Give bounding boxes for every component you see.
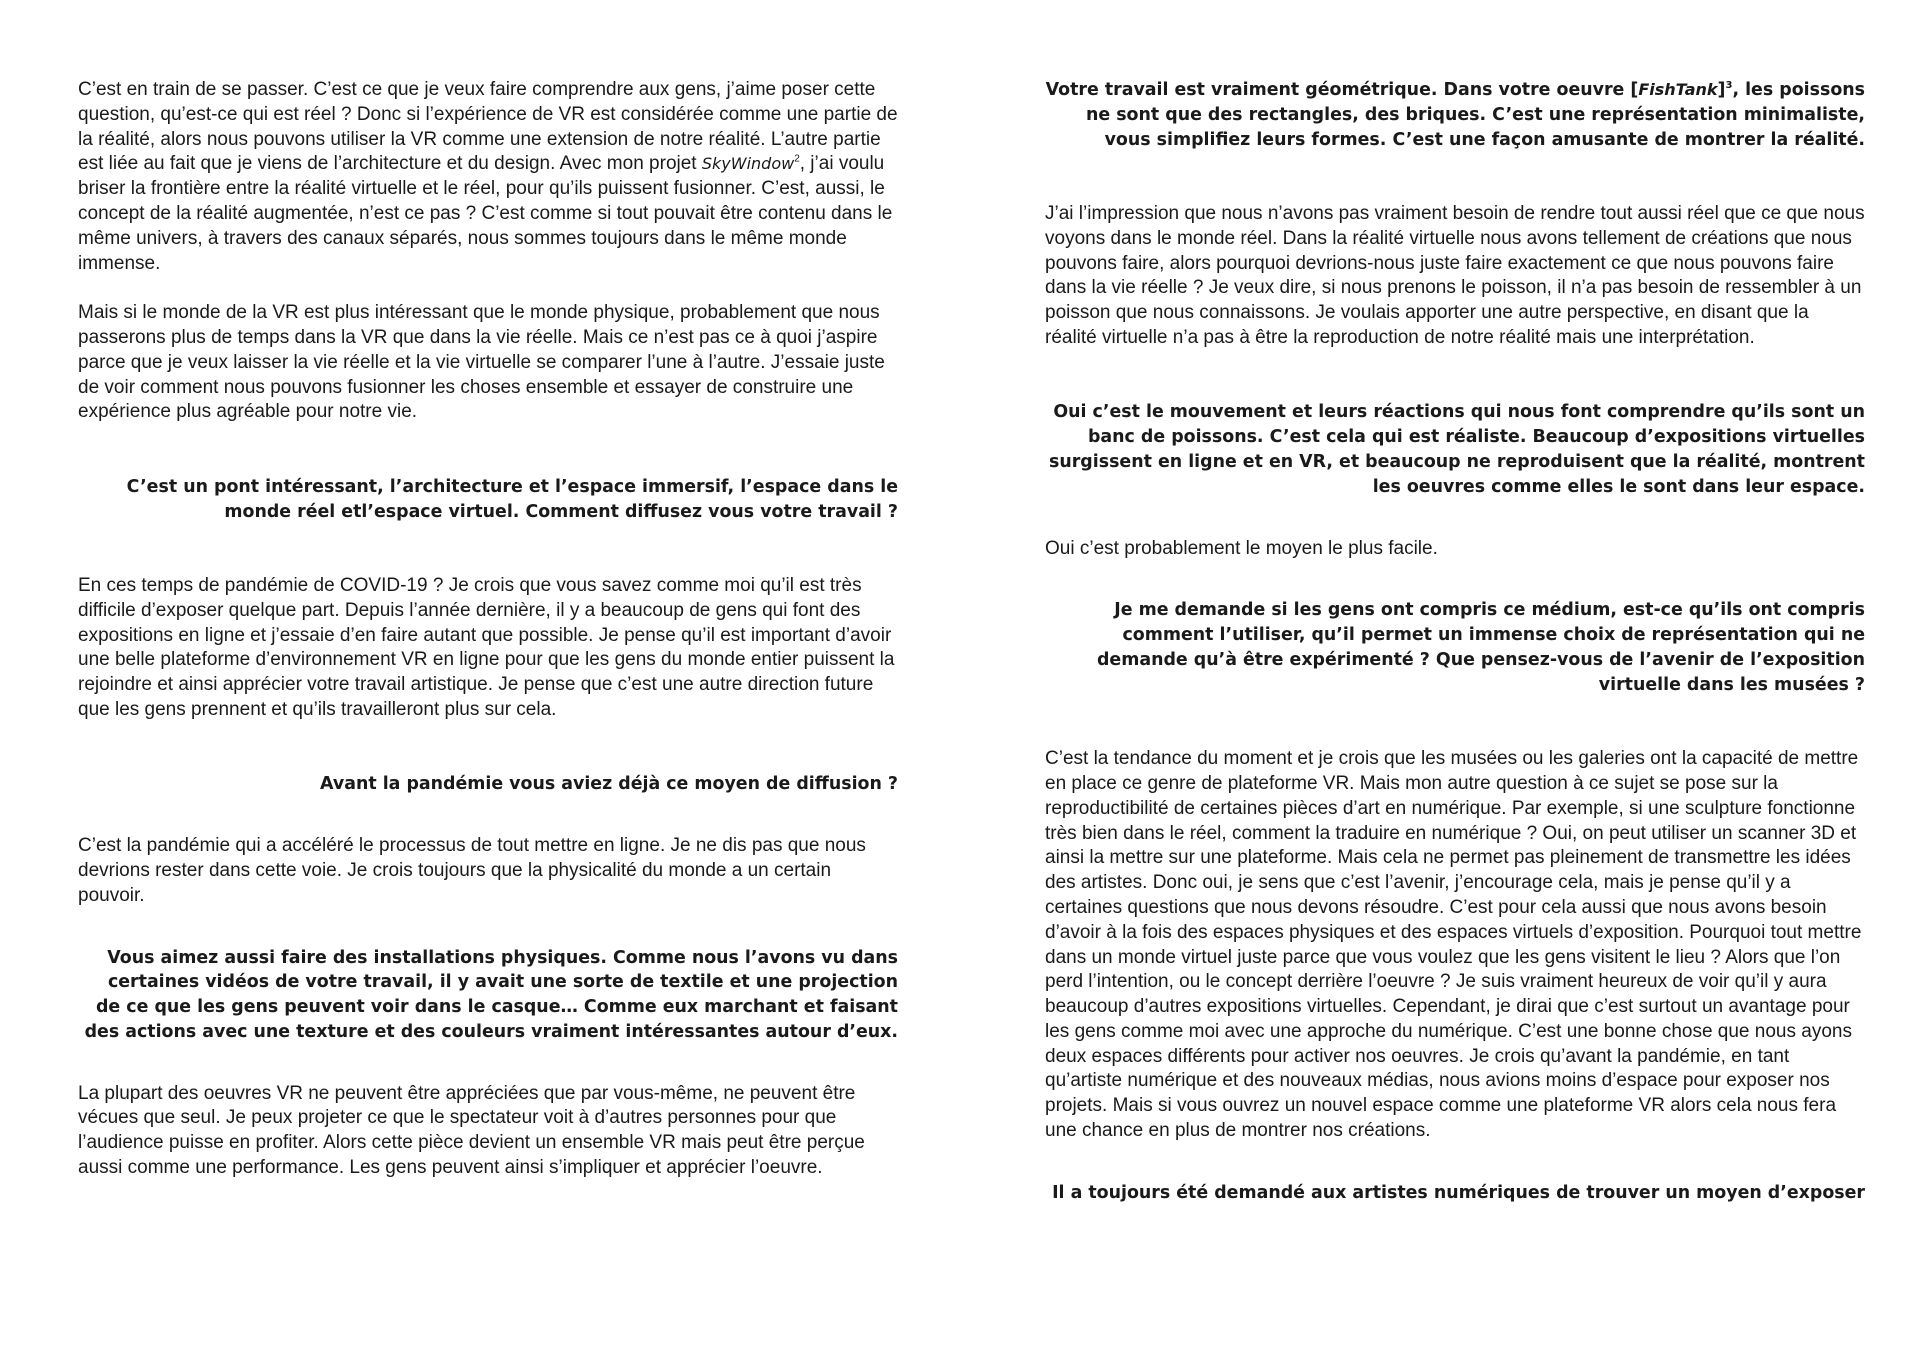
answer-paragraph: J’ai l’impression que nous n’avons pas vraiment besoin de rendre tout aussi réel que ce que nous voyons dans le monde réel. Dans la réalité virtuelle nous avons tellement de créations que nous pouvons faire, alors pourquoi devrions-nous juste faire exactement ce que nous pouvons faire dans la vie réelle ? Je veux dire, si nous prenons le poisson, il n’a pas besoin de ressembler à un poisson que nous connaissons. Je voulais apporter une autre perspective, en disant que la réalité virtuelle n’a pas à être la reproduction de notre réalité mais une interprétation. [1045, 202, 1865, 348]
question-paragraph [1045, 78, 1865, 152]
answer-paragraph: Oui c’est probablement le moyen le plus facile. [1045, 537, 1438, 559]
answer-paragraph: En ces temps de pandémie de COVID-19 ? Je crois que vous savez comme moi qu’il est très difficile d’exposer quelque part. Depuis l’année dernière, il y a beaucoup de gens qui font des expositions en ligne et j’essaie d’en faire autant que possible. Je pense qu’il est important d’avoir une belle plateforme d’environnement VR en ligne pour que les gens du monde entier puissent la rejoindre et ainsi apprécier votre travail artistique. Je pense que c’est une autre direction future que les gens prennent et qu’ils travailleront plus sur cela. [78, 574, 895, 720]
artwork-title: SkyWindow [701, 154, 795, 174]
question-text: , les poissons ne sont que des rectangles, des briques. C’est une représentation minimaliste, vous simplifiez leurs formes. C’est une façon amusante de montrer la réalité. [1085, 80, 1865, 150]
answer-text: C’est en train de se passer. C’est ce que je veux faire comprendre aux gens, j’aime poser cette question, qu’est-ce qui est réel ? Donc si l’expérience de VR est considérée comme une partie de la réalité, alors nous pouvons utiliser la VR comme une extension de notre réalité. L’autre partie est liée au fait que je viens de l’architecture et du design. Avec mon projet [78, 79, 898, 175]
question-paragraph: Oui c’est le mouvement et leurs réactions qui nous font comprendre qu’ils sont un banc de poissons. C’est cela qui est réaliste. Beaucoup d’expositions virtuelles surgissent en ligne et en VR, et beaucoup ne reproduisent que la réalité, montrent les oeuvres comme elles le sont dans leur espace. [1049, 402, 1865, 497]
question-paragraph: Je me demande si les gens ont compris ce médium, est-ce qu’ils ont compris comment l’utiliser, qu’il permet un immense choix de représentation qui ne demande qu’à être expérimenté ? Que pensez-vous de l’avenir de l’exposition virtuelle dans les musées ? [1096, 600, 1865, 695]
question-paragraph: Il a toujours été demandé aux artistes numériques de trouver un moyen d’exposer [1052, 1182, 1865, 1203]
answer-paragraph: C’est la tendance du moment et je crois que les musées ou les galeries ont la capacité de mettre en place ce genre de plateforme VR. Mais mon autre question à ce sujet se pose sur la reproductibilité de certaines pièces d’art en numérique. Par exemple, si une sculpture fonctionne très bien dans le réel, comment la traduire en numérique ? Oui, on peut utiliser un scanner 3D et ainsi la mettre sur une plateforme. Mais cela ne permet pas pleinement de transmettre les idées des artistes. Donc oui, je sens que c’est l’avenir, j’encourage cela, mais je pense qu’il y a certaines questions que nous devons résoudre. C’est pour cela aussi que nous avons besoin d’avoir à la fois des espaces physiques et des espaces virtuels d’exposition. Pourquoi tout mettre dans un monde virtuel juste parce que vous voulez que les gens visitent le lieu ? Alors que l’on perd l’intention, ou le concept derrière l’oeuvre ? Je suis vraiment heureux de voir qu’il y aura beaucoup d’autres expositions virtuelles. Cependant, je dirai que c’est surtout un avantage pour les gens comme moi avec une approche du numérique. C’est une bonne chose que nous ayons deux espaces différents pour activer nos oeuvres. Je crois qu’avant la pandémie, en tant qu’artiste numérique et des nouveaux médias, nous avions moins d’espace pour exposer nos projets. Mais si vous ouvrez un nouvel espace comme une plateforme VR alors cela nous fera une chance en plus de montrer nos créations. [1045, 748, 1862, 1142]
artwork-title: FishTank [1638, 80, 1718, 99]
answer-paragraph: C’est la pandémie qui a accéléré le processus de tout mettre en ligne. Je ne dis pas que nous devrions rester dans cette voie. Je crois toujours que la physicalité du monde a un certain pouvoir. [78, 835, 866, 906]
question-paragraph: Vous aimez aussi faire des installations physiques. Comme nous l’avons vu dans certaines vidéos de votre travail, il y avait une sorte de textile et une projection de ce que les gens peuvent voir dans le casque… Comme eux marchant et faisant des actions avec une texture et des couleurs vraiment intéressantes autour d’eux. [84, 947, 898, 1042]
right-page [1045, 78, 1865, 1206]
answer-paragraph [78, 78, 898, 276]
answer-paragraph: La plupart des oeuvres VR ne peuvent être appréciées que par vous-même, ne peuvent être vécues que seul. Je peux projeter ce que le spectateur voit à d’autres personnes pour que l’audience puisse en profiter. Alors cette pièce devient un ensemble VR mais peut être perçue aussi comme une performance. Les gens peuvent ainsi s’impliquer et apprécier l’oeuvre. [78, 1082, 865, 1179]
answer-paragraph: Mais si le monde de la VR est plus intéressant que le monde physique, probablement que nous passerons plus de temps dans la VR que dans la vie réelle. Mais ce n’est pas ce à quoi j’aspire parce que je veux laisser la vie réelle et la vie virtuelle se comparer l’une à l’autre. J’essaie juste de voir comment nous pouvons fusionner les choses ensemble et essayer de construire une expérience plus agréable pour notre vie. [78, 302, 885, 423]
question-paragraph: Avant la pandémie vous aviez déjà ce moyen de diffusion ? [320, 774, 898, 795]
answer-text: , j’ai voulu briser la frontière entre la réalité virtuelle et le réel, pour qu’ils puissent fusionner. C’est, aussi, le concept de la réalité augmentée, n’est ce pas ? C’est comme si tout pouvait être contenu dans le même univers, à travers des canaux séparés, nous sommes toujours dans le même monde immense. [78, 153, 893, 274]
question-text: Votre travail est vraiment géométrique. Dans votre oeuvre [ [1045, 80, 1639, 100]
footnote-ref: 3 [1725, 80, 1733, 92]
footnote-ref: 2 [794, 154, 800, 166]
left-page [78, 78, 898, 1181]
question-text: ] [1717, 80, 1726, 100]
question-paragraph: C’est un pont intéressant, l’architecture et l’espace immersif, l’espace dans le monde réel etl’espace virtuel. Comment diffusez vous votre travail ? [126, 476, 898, 522]
